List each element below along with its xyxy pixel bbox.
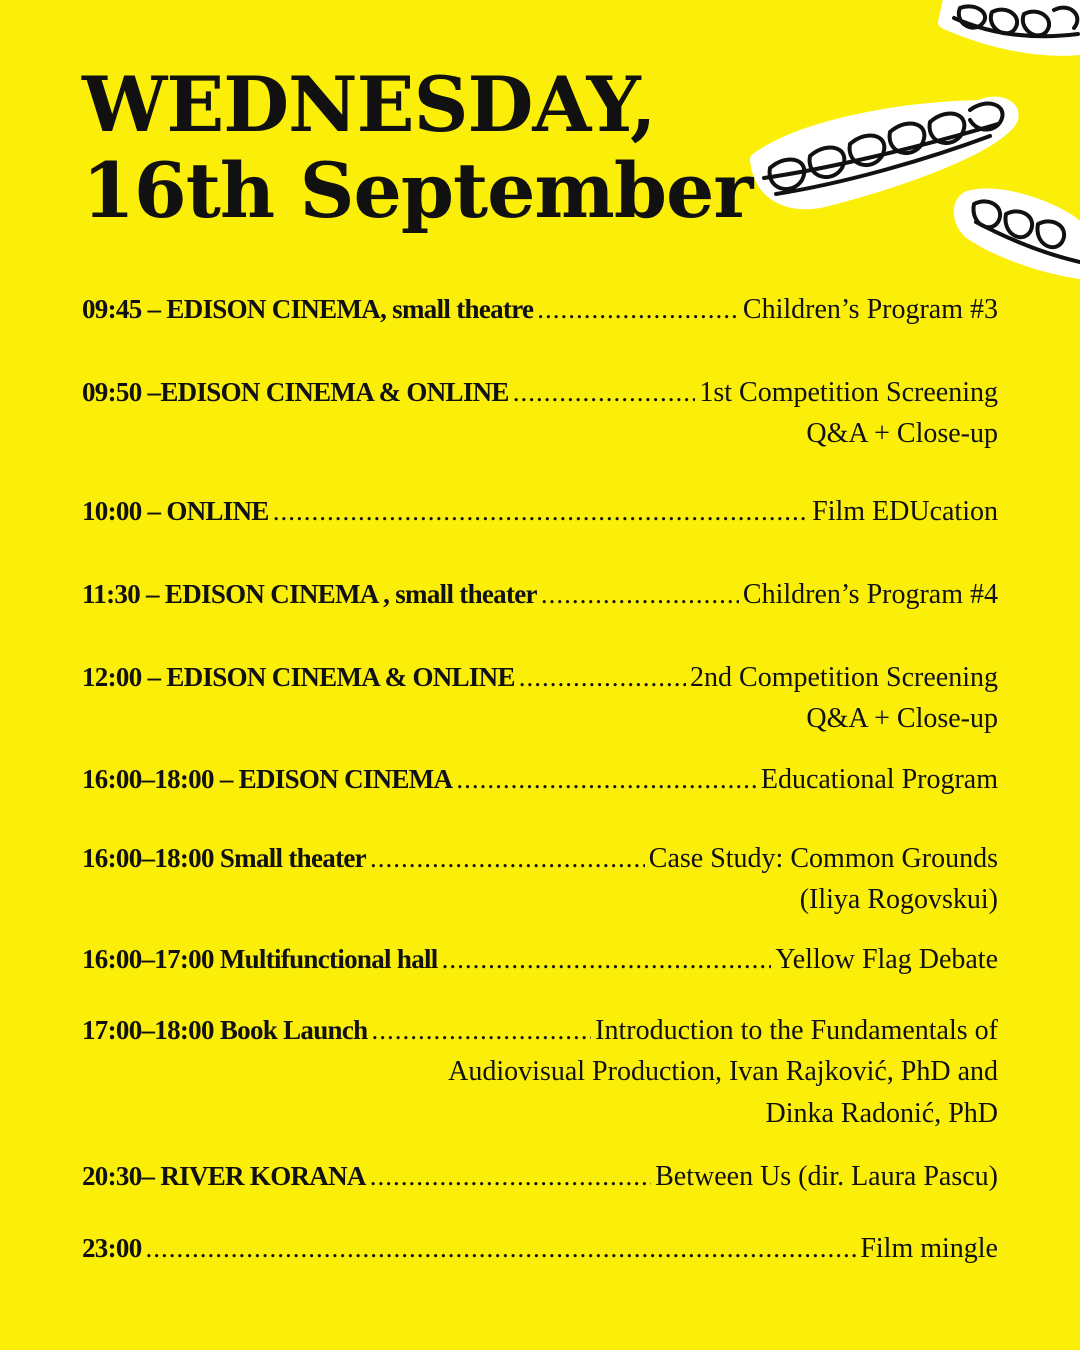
time-venue: 16:00–18:00 Small theater <box>82 843 366 873</box>
dot-leader <box>513 371 696 413</box>
event-title: Children’s Program #4 <box>742 579 998 610</box>
dot-leader <box>273 490 808 532</box>
schedule-item <box>82 938 998 980</box>
time-venue: 20:30– RIVER KORANA <box>82 1161 366 1191</box>
schedule-item <box>82 1155 998 1197</box>
time-venue: 23:00 <box>82 1233 142 1263</box>
event-title: 2nd Competition Screening <box>690 662 998 693</box>
dot-leader <box>442 938 772 980</box>
event-detail: Q&A + Close-up <box>806 703 998 734</box>
schedule-item <box>82 288 998 330</box>
event-detail: Audiovisual Production, Ivan Rajković, PhD and <box>448 1056 998 1087</box>
schedule-item <box>82 837 998 921</box>
time-venue: 09:45 – EDISON CINEMA, small theatre <box>82 294 534 324</box>
time-venue: 10:00 – ONLINE <box>82 496 269 526</box>
event-detail: Dinka Radonić, PhD <box>765 1098 998 1129</box>
time-venue: 16:00–18:00 – EDISON CINEMA <box>82 764 453 794</box>
event-title: Film EDUcation <box>812 496 998 527</box>
dot-leader <box>519 656 686 698</box>
dot-leader <box>370 837 645 879</box>
event-detail: Q&A + Close-up <box>806 418 998 449</box>
film-strip-illustration <box>740 0 1080 280</box>
time-venue: 12:00 – EDISON CINEMA & ONLINE <box>82 662 515 692</box>
event-title: Introduction to the Fundamentals of <box>595 1015 998 1046</box>
dot-leader <box>370 1155 651 1197</box>
event-title: Case Study: Common Grounds <box>648 843 998 874</box>
dot-leader <box>541 573 739 615</box>
time-venue: 11:30 – EDISON CINEMA , small theater <box>82 579 537 609</box>
dot-leader <box>456 758 756 800</box>
time-venue: 17:00–18:00 Book Launch <box>82 1015 368 1045</box>
event-title: 1st Competition Screening <box>699 377 998 408</box>
schedule-item <box>82 371 998 455</box>
schedule-item <box>82 1227 998 1269</box>
time-venue: 09:50 –EDISON CINEMA & ONLINE <box>82 377 509 407</box>
schedule-item <box>82 656 998 740</box>
event-title: Yellow Flag Debate <box>775 944 998 975</box>
dot-leader <box>371 1009 591 1051</box>
schedule-item <box>82 758 998 800</box>
title-weekday: WEDNESDAY, <box>82 60 656 149</box>
title-date: 16th September <box>82 146 753 235</box>
schedule-item <box>82 490 998 532</box>
event-title: Children’s Program #3 <box>742 294 998 325</box>
event-title: Between Us (dir. Laura Pascu) <box>655 1161 998 1192</box>
dot-leader <box>537 288 739 330</box>
page-title <box>82 62 752 234</box>
event-title: Educational Program <box>760 764 998 795</box>
time-venue: 16:00–17:00 Multifunctional hall <box>82 944 438 974</box>
event-title: Film mingle <box>860 1233 998 1264</box>
schedule-item <box>82 1009 998 1135</box>
schedule-item <box>82 573 998 615</box>
dot-leader <box>146 1227 857 1269</box>
event-detail: (Iliya Rogovskui) <box>799 884 998 915</box>
